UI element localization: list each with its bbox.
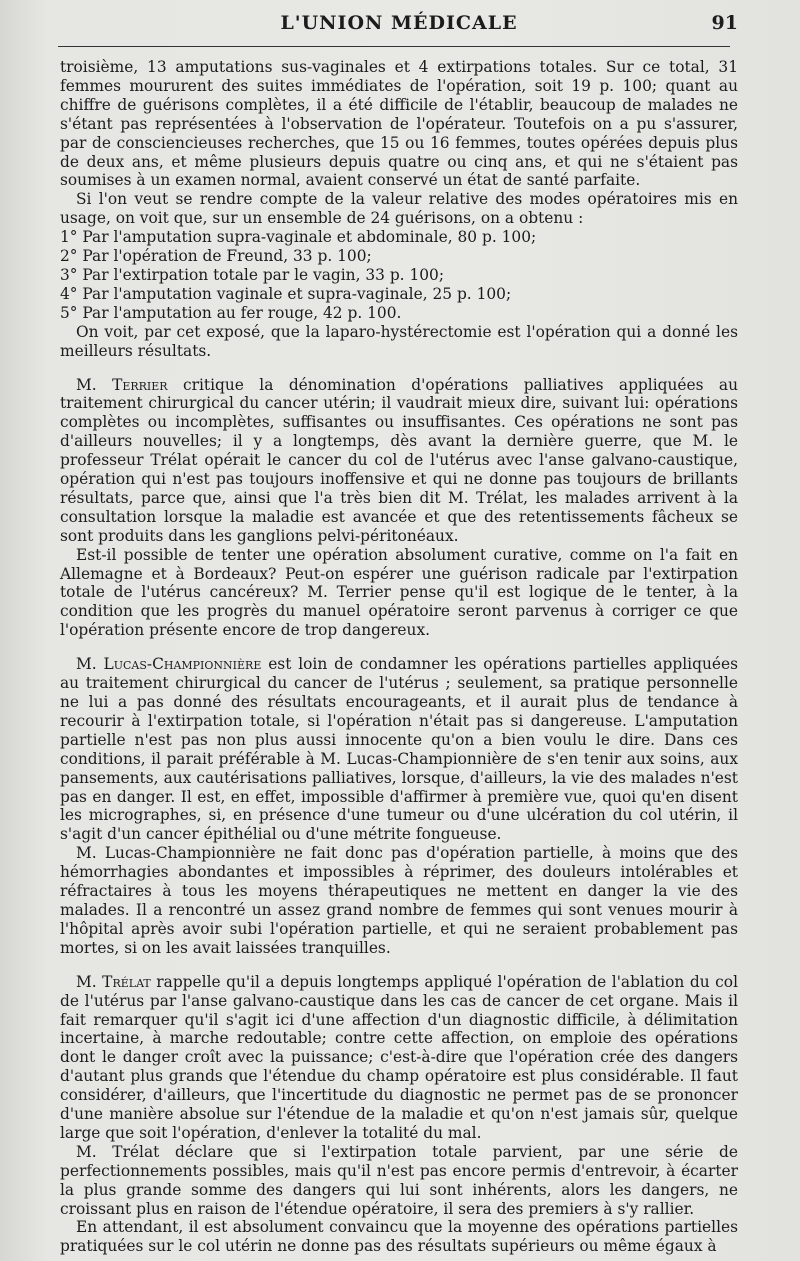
speaker-name: M. Terrier	[76, 375, 168, 394]
results-list	[60, 228, 738, 323]
paragraph-9: M. Trélat déclare que si l'extirpation totale parvient, par une série de perfectionnements possibles, mais qu'il n'est pas encore permis d'entrevoir, à écarter la plus grande somme des dangers qui lui sont inhérents, alors les dangers, ne croissant plus en raison de l'étendue opératoire, il sera des premiers à s'y rallier.	[60, 1142, 738, 1218]
speaker-name: M. Trélat	[76, 972, 151, 991]
paragraph-text: critique la dénomination d'opérations palliatives appliquées au traitement chirurgical du cancer utérin; il vaudrait mieux dire, suivant lui: opérations complètes ou incomplètes, suffisantes ou insuffisantes. Ces opérations ne sont pas d'ailleurs nouvelles; il y a longtemps, dès avant la dernière guerre, que M. le professeur Trélat opérait le cancer du col de l'utérus avec l'anse galvano-caustique, opération qui n'est pas toujours inoffensive et qui ne donne pas toujours de brillants résultats, parce que, ainsi que l'a très bien dit M. Trélat, les malades arrivent à la consultation lorsque la maladie est avancée et que des retentissements fâcheux se sont produits dans les ganglions pelvi-péritonéaux.	[60, 375, 738, 545]
paragraph-text: est loin de condamner les opérations partielles appliquées au traitement chirurgical du cancer de l'utérus ; seulement, sa pratique personnelle ne lui a pas donné des résultats encourageants, et il aurait plus de tendance à recourir à l'extirpation totale, si l'opération n'était pas si dangereuse. L'amputation partielle n'est pas non plus aussi innocente qu'on a bien voulu le dire. Dans ces conditions, il parait préférable à M. Lucas-Championnière de s'en tenir aux soins, aux pansements, aux cautérisations palliatives, lorsque, d'ailleurs, la vie des malades n'est pas en danger. Il est, en effet, impossible d'affirmer à première vue, quoi qu'en disent les micrographes, si, en présence d'une tumeur ou d'une ulcération du col utérin, il s'agit d'un cancer épithélial ou d'une métrite fongueuse.	[60, 655, 738, 844]
paragraph-7: M. Lucas-Championnière ne fait donc pas d'opération partielle, à moins que des hémorrhagies abondantes et impossibles à réprimer, des douleurs intolérables et réfractaires à tous les moyens thérapeutiques ne mettent en danger la vie des malades. Il a rencontré un assez grand nombre de femmes qui sont venues mourir à l'hôpital après avoir subi l'opération partielle, et qui ne seraient probablement pas mortes, si on les avait laissées tranquilles.	[60, 844, 738, 957]
article-body	[60, 58, 738, 1256]
list-item: 5° Par l'amputation au fer rouge, 42 p. 100.	[60, 303, 402, 322]
paragraph-3: On voit, par cet exposé, que la laparo-hystérectomie est l'opération qui a donné les meilleurs résultats.	[60, 322, 738, 360]
speaker-name: M. Lucas-Championnière	[76, 655, 262, 674]
paragraph-lucas	[60, 655, 738, 844]
paragraph-2: Si l'on veut se rendre compte de la valeur relative des modes opératoires mis en usage, on voit que, sur un ensemble de 24 guérisons, on a obtenu :	[60, 190, 738, 228]
list-item: 4° Par l'amputation vaginale et supra-vaginale, 25 p. 100;	[60, 284, 512, 303]
paragraph-trelat	[60, 973, 738, 1143]
paragraph-terrier	[60, 376, 738, 546]
page-number: 91	[711, 12, 738, 34]
list-item: 3° Par l'extirpation totale par le vagin, 33 p. 100;	[60, 265, 445, 284]
running-title: L'UNION MÉDICALE	[280, 12, 518, 34]
list-item: 1° Par l'amputation supra-vaginale et abdominale, 80 p. 100;	[60, 228, 537, 247]
paragraph-5: Est-il possible de tenter une opération absolument curative, comme on l'a fait en Allemagne et à Bordeaux? Peut-on espérer une guérison radicale par l'extirpation totale de l'utérus cancéreux? M. Terrier pense qu'il est logique de le tenter, à la condition que les progrès du manuel opératoire seront parvenus à corriger ce que l'opération présente encore de trop dangereux.	[60, 545, 738, 640]
paragraph-1: troisième, 13 amputations sus-vaginales et 4 extirpations totales. Sur ce total, 31 femmes moururent des suites immédiates de l'opération, soit 19 p. 100; quant au chiffre de guérisons complètes, il a été difficile de l'établir, beaucoup de malades ne s'étant pas représentées à l'observation de l'opérateur. Toutefois on a pu s'assurer, par de consciencieuses recherches, que 15 ou 16 femmes, toutes opérées depuis plus de deux ans, et même plusieurs depuis quatre ou cinq ans, et qui ne s'étaient pas soumises à un examen normal, avaient conservé un état de santé parfaite.	[60, 58, 738, 190]
paragraph-10: En attendant, il est absolument convaincu que la moyenne des opérations partielles pratiquées sur le col utérin ne donne pas des résultats supérieurs ou même égaux à	[60, 1218, 738, 1256]
paragraph-text: rappelle qu'il a depuis longtemps appliqué l'opération de l'ablation du col de l'utérus par l'anse galvano-caustique dans les cas de cancer de cet organe. Mais il fait remarquer qu'il s'agit ici d'une affection d'un diagnostic difficile, à délimitation incertaine, à marche redoutable; contre cette affection, on emploie des opérations dont le danger croît avec la puissance; c'est-à-dire que l'opération crée des dangers d'autant plus grands que l'étendue du champ opératoire est plus considérable. Il faut considérer, d'ailleurs, que l'incertitude du diagnostic ne permet pas de se prononcer d'une manière absolue sur l'étendue de la maladie et qu'on n'est jamais sûr, quelque large que soit l'opération, d'enlever la totalité du mal.	[60, 972, 738, 1142]
header-rule	[58, 46, 730, 47]
page-header	[60, 12, 738, 38]
list-item: 2° Par l'opération de Freund, 33 p. 100;	[60, 247, 372, 266]
